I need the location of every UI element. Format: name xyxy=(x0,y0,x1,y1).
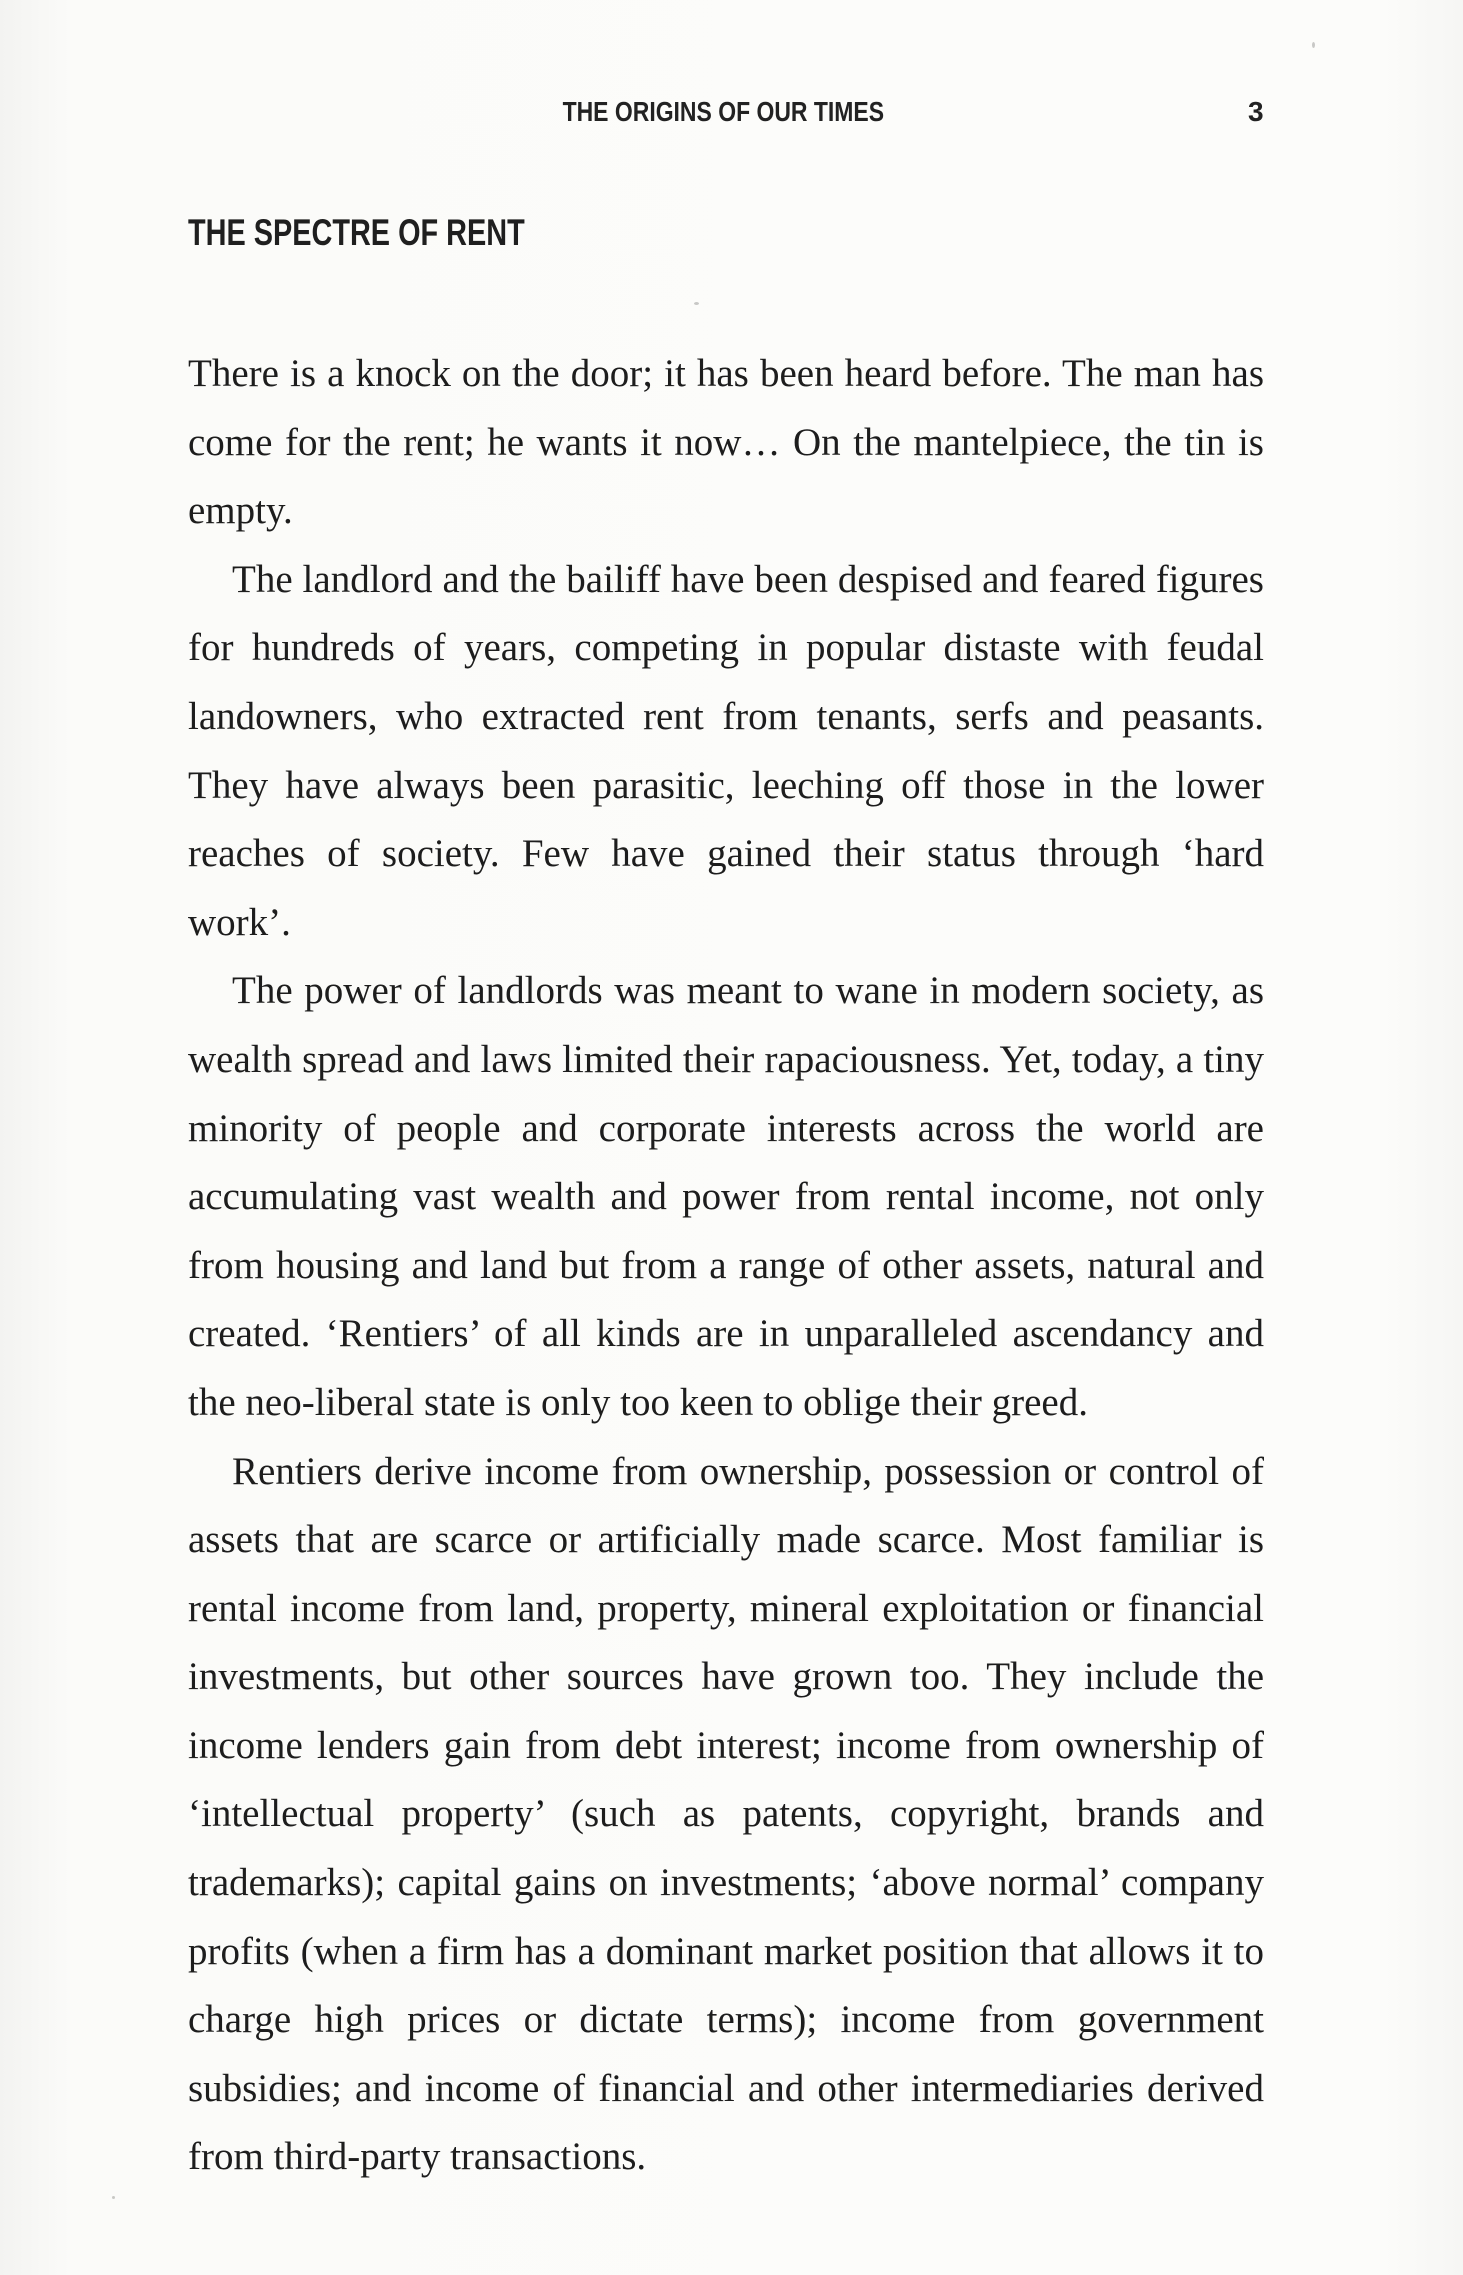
scan-speck xyxy=(1312,42,1315,48)
body-text xyxy=(188,340,1264,2192)
scan-speck xyxy=(694,302,699,305)
section-title: THE SPECTRE OF RENT xyxy=(188,212,525,253)
paragraph-4: Rentiers derive income from ownership, possession or control of assets that are scarce or artificially made scarce. Most familiar is rental income from land, property, mineral exploitation or financial investments, but other sources have grown too. They include the income lenders gain from debt interest; income from ownership of ‘intellectual property’ (such as patents, copyright, brands and trademarks); capital gains on investments; ‘above normal’ company profits (when a firm has a dominant market position that allows it to charge high prices or dictate terms); income from government subsidies; and income of financial and other intermediaries derived from third-party transactions. xyxy=(188,1449,1264,2179)
paragraph-3: The power of landlords was meant to wane in modern society, as wealth spread and laws limited their rapaciousness. Yet, today, a tiny minority of people and corporate interests across the world are accumulating vast wealth and power from rental income, not only from housing and land but from a range of other assets, natural and created. ‘Rentiers’ of all kinds are in unparalleled ascendancy and the neo-liberal state is only too keen to oblige their greed. xyxy=(188,969,1264,1424)
scan-speck xyxy=(112,2196,115,2199)
running-head xyxy=(0,96,1463,136)
paragraph-2: The landlord and the bailiff have been despised and feared figures for hundreds of years, competing in popular distaste with feudal landowners, who extracted rent from tenants, serfs and peasants. They have always been parasitic, leeching off those in the lower reaches of society. Few have gained their status through ‘hard work’. xyxy=(188,557,1264,944)
page-number: 3 xyxy=(1248,96,1264,127)
paragraph-1: There is a knock on the door; it has been heard before. The man has come for the rent; he wants it now… On the mantelpiece, the tin is empty. xyxy=(188,352,1264,533)
running-head-title: THE ORIGINS OF OUR TIMES xyxy=(562,96,885,127)
